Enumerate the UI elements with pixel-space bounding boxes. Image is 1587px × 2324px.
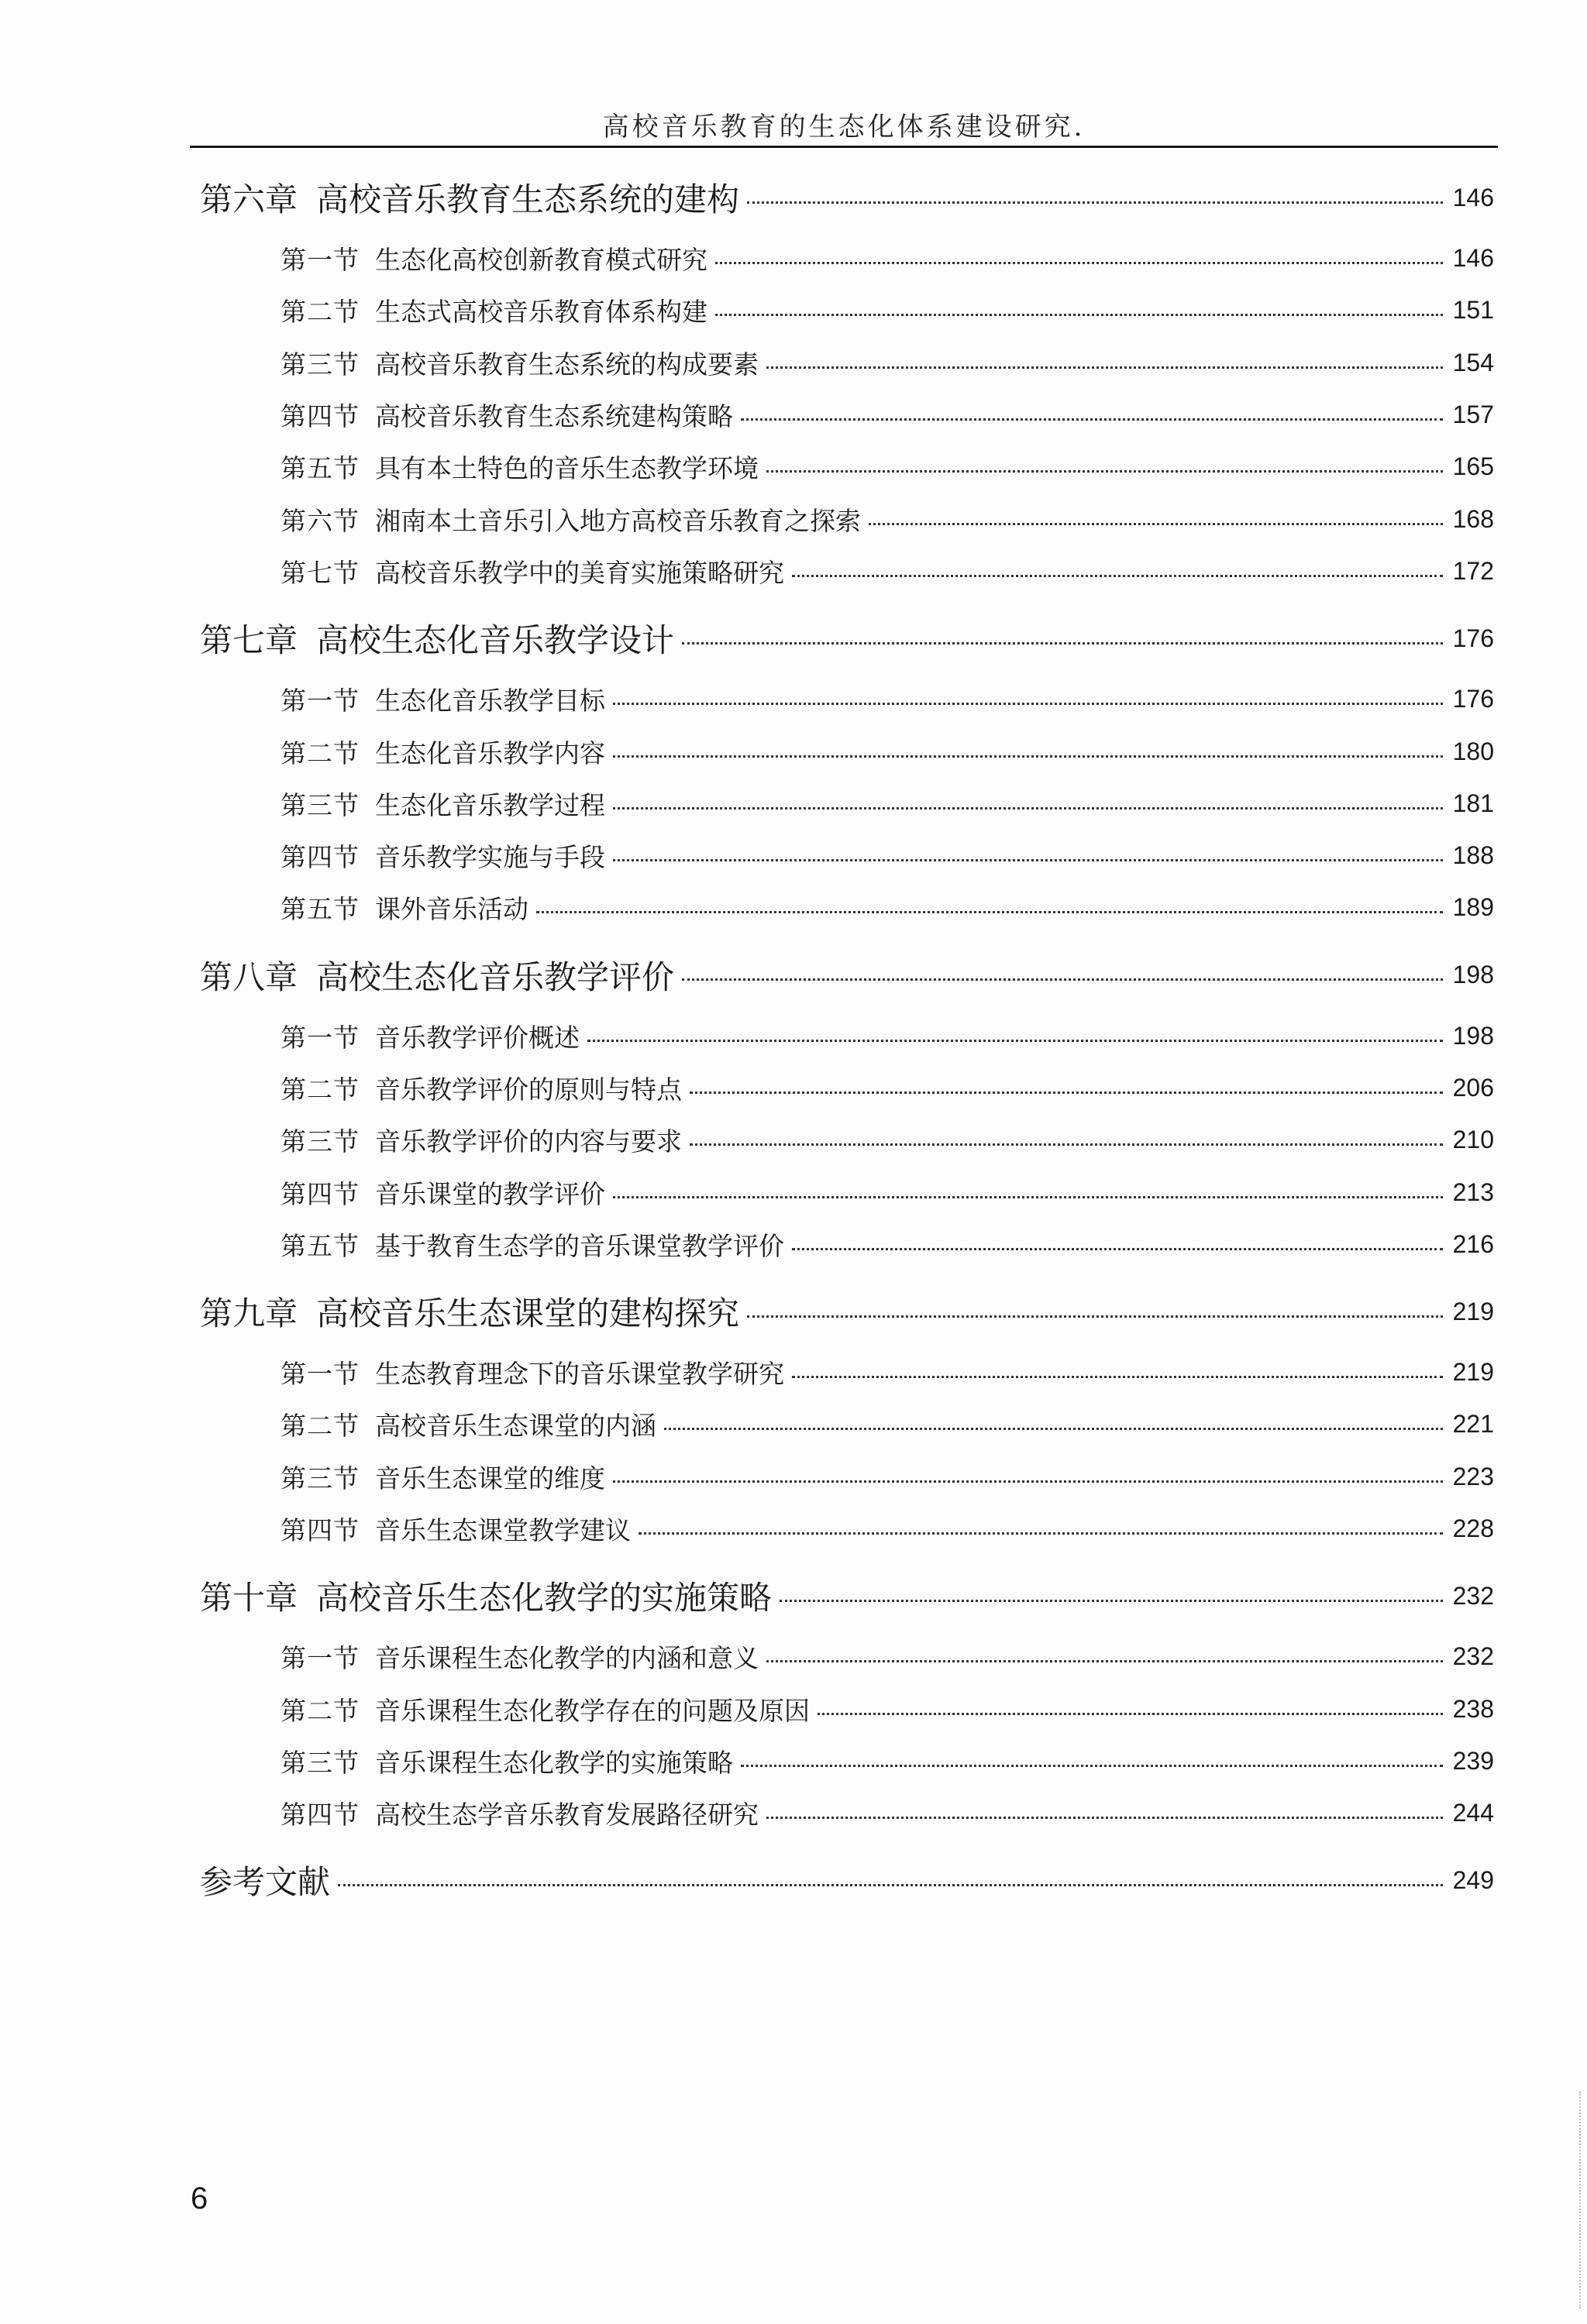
toc-page-number: 165 bbox=[1452, 452, 1494, 481]
section-number: 第四节 bbox=[281, 1178, 360, 1209]
section-title: 高校音乐教育生态系统的构成要素 bbox=[375, 349, 759, 380]
section-title: 生态化音乐教学过程 bbox=[375, 789, 605, 820]
toc-section-entry bbox=[200, 232, 1494, 284]
toc-section-entry bbox=[200, 725, 1494, 777]
toc-section-entry bbox=[200, 1062, 1494, 1114]
dot-leader bbox=[338, 1884, 1443, 1886]
section-number: 第五节 bbox=[281, 1230, 360, 1261]
section-title: 生态教育理念下的音乐课堂教学研究 bbox=[375, 1359, 784, 1390]
section-number: 第一节 bbox=[281, 686, 360, 717]
toc-section-entry bbox=[200, 1787, 1494, 1839]
dot-leader bbox=[613, 703, 1443, 705]
dot-leader bbox=[747, 1315, 1443, 1318]
toc-page-number: 238 bbox=[1452, 1694, 1494, 1723]
toc-section-entry bbox=[200, 545, 1494, 597]
chapter-number: 第六章 bbox=[200, 180, 298, 218]
section-title: 音乐课程生态化教学存在的问题及原因 bbox=[375, 1695, 810, 1726]
toc-page-number: 232 bbox=[1452, 1642, 1494, 1671]
section-number: 第三节 bbox=[281, 789, 360, 820]
section-title: 音乐教学实施与手段 bbox=[375, 842, 605, 873]
section-title: 音乐教学评价的原则与特点 bbox=[375, 1074, 682, 1105]
section-number: 第三节 bbox=[281, 1463, 360, 1494]
dot-leader bbox=[766, 366, 1443, 369]
toc-section-entry bbox=[200, 1631, 1494, 1683]
dot-leader bbox=[780, 1600, 1443, 1602]
section-title: 高校音乐教育生态系统建构策略 bbox=[375, 401, 733, 432]
dot-leader bbox=[587, 1040, 1443, 1042]
toc-page-number: 181 bbox=[1452, 789, 1494, 817]
section-number: 第三节 bbox=[281, 1126, 360, 1157]
running-header: 高校音乐教育的生态化体系建设研究. bbox=[602, 112, 1086, 143]
section-title: 音乐教学评价的内容与要求 bbox=[375, 1126, 682, 1157]
dot-leader bbox=[869, 523, 1443, 525]
dot-leader bbox=[613, 1480, 1443, 1483]
section-title: 基于教育生态学的音乐课堂教学评价 bbox=[375, 1230, 784, 1261]
toc-section-entry bbox=[200, 337, 1494, 389]
section-title: 高校生态学音乐教育发展路径研究 bbox=[375, 1800, 759, 1831]
toc-section-entry bbox=[200, 441, 1494, 493]
section-title: 音乐课程生态化教学的内涵和意义 bbox=[375, 1643, 759, 1674]
section-number: 第三节 bbox=[281, 1747, 360, 1778]
dot-leader bbox=[613, 807, 1443, 810]
toc-page-number: 223 bbox=[1452, 1462, 1494, 1490]
chapter-number: 第八章 bbox=[200, 957, 298, 996]
section-number: 第六节 bbox=[281, 505, 360, 536]
toc-section-entry bbox=[200, 882, 1494, 933]
toc-section-entry bbox=[200, 1346, 1494, 1398]
dot-leader bbox=[792, 575, 1443, 577]
page-number: 6 bbox=[191, 2181, 208, 2216]
toc-chapter-entry bbox=[200, 613, 1494, 664]
toc-page-number: 151 bbox=[1452, 296, 1494, 325]
section-number: 第二节 bbox=[281, 737, 360, 768]
toc-page-number: 180 bbox=[1452, 737, 1494, 765]
toc-section-entry bbox=[200, 493, 1494, 545]
dot-leader bbox=[766, 1660, 1443, 1662]
dot-leader bbox=[792, 1248, 1443, 1250]
section-number: 第一节 bbox=[281, 1022, 360, 1053]
chapter-title: 高校生态化音乐教学评价 bbox=[316, 957, 675, 996]
dot-leader bbox=[766, 1817, 1443, 1819]
toc-page-number: 219 bbox=[1452, 1297, 1494, 1325]
section-title: 音乐课堂的教学评价 bbox=[375, 1178, 605, 1209]
section-number: 第四节 bbox=[281, 401, 360, 432]
toc-page-number: 157 bbox=[1452, 401, 1494, 429]
toc-page-number: 168 bbox=[1452, 504, 1494, 533]
header-rule bbox=[190, 146, 1498, 148]
toc-section-entry bbox=[200, 778, 1494, 830]
chapter-title: 高校生态化音乐教学设计 bbox=[316, 621, 675, 660]
toc-section-entry bbox=[200, 1451, 1494, 1503]
toc-page-number: 198 bbox=[1452, 1021, 1494, 1050]
section-number: 第一节 bbox=[281, 1359, 360, 1390]
section-title: 生态式高校音乐教育体系构建 bbox=[375, 297, 707, 328]
table-of-contents bbox=[200, 172, 1494, 1906]
section-number: 第三节 bbox=[281, 349, 360, 380]
toc-section-entry bbox=[200, 1010, 1494, 1062]
section-title: 高校音乐教学中的美育实施策略研究 bbox=[375, 557, 784, 588]
section-number: 第一节 bbox=[281, 245, 360, 276]
toc-page-number: 206 bbox=[1452, 1074, 1494, 1102]
dot-leader bbox=[715, 314, 1443, 316]
dot-leader bbox=[613, 1196, 1443, 1198]
dot-leader bbox=[766, 470, 1443, 473]
dot-leader bbox=[792, 1376, 1443, 1378]
chapter-title: 参考文献 bbox=[200, 1863, 331, 1902]
section-number: 第四节 bbox=[281, 1515, 360, 1546]
dot-leader bbox=[536, 911, 1443, 913]
section-title: 生态化高校创新教育模式研究 bbox=[375, 245, 707, 276]
toc-page-number: 176 bbox=[1452, 624, 1494, 652]
toc-page-number: 146 bbox=[1452, 244, 1494, 273]
section-number: 第二节 bbox=[281, 1695, 360, 1726]
toc-section-entry bbox=[200, 1503, 1494, 1555]
toc-section-entry bbox=[200, 1735, 1494, 1787]
dot-leader bbox=[664, 1428, 1443, 1430]
section-title: 课外音乐活动 bbox=[375, 894, 528, 925]
toc-page-number: 210 bbox=[1452, 1126, 1494, 1154]
section-number: 第四节 bbox=[281, 842, 360, 873]
toc-page-number: 188 bbox=[1452, 841, 1494, 870]
chapter-title: 高校音乐生态化教学的实施策略 bbox=[316, 1579, 773, 1618]
toc-chapter-entry bbox=[200, 1855, 1494, 1906]
section-number: 第五节 bbox=[281, 453, 360, 484]
section-title: 生态化音乐教学内容 bbox=[375, 737, 605, 768]
section-number: 第一节 bbox=[281, 1643, 360, 1674]
section-title: 音乐生态课堂的维度 bbox=[375, 1463, 605, 1494]
chapter-title: 高校音乐生态课堂的建构探究 bbox=[316, 1294, 740, 1333]
chapter-number: 第九章 bbox=[200, 1294, 298, 1333]
toc-page-number: 239 bbox=[1452, 1746, 1494, 1775]
toc-section-entry bbox=[200, 284, 1494, 336]
dot-leader bbox=[747, 201, 1443, 204]
dot-leader bbox=[639, 1532, 1443, 1535]
toc-section-entry bbox=[200, 1683, 1494, 1735]
dot-leader bbox=[715, 262, 1443, 264]
chapter-title: 高校音乐教育生态系统的建构 bbox=[316, 180, 740, 218]
chapter-number: 第十章 bbox=[200, 1579, 298, 1618]
section-title: 音乐课程生态化教学的实施策略 bbox=[375, 1747, 733, 1778]
toc-page-number: 172 bbox=[1452, 556, 1494, 585]
dot-leader bbox=[741, 418, 1443, 421]
dot-leader bbox=[690, 1092, 1443, 1094]
toc-section-entry bbox=[200, 389, 1494, 441]
toc-page-number: 213 bbox=[1452, 1177, 1494, 1206]
toc-section-entry bbox=[200, 1166, 1494, 1218]
toc-page-number: 232 bbox=[1452, 1581, 1494, 1610]
toc-page-number: 219 bbox=[1452, 1358, 1494, 1387]
section-number: 第二节 bbox=[281, 1074, 360, 1105]
section-number: 第二节 bbox=[281, 297, 360, 328]
scan-artifact bbox=[1579, 2092, 1582, 2309]
dot-leader bbox=[613, 755, 1443, 758]
section-number: 第五节 bbox=[281, 894, 360, 925]
toc-chapter-entry bbox=[200, 172, 1494, 223]
section-number: 第二节 bbox=[281, 1411, 360, 1442]
toc-chapter-entry bbox=[200, 1570, 1494, 1621]
section-title: 音乐生态课堂教学建议 bbox=[375, 1515, 631, 1546]
toc-page-number: 146 bbox=[1452, 183, 1494, 211]
dot-leader bbox=[741, 1765, 1443, 1767]
toc-section-entry bbox=[200, 830, 1494, 882]
dot-leader bbox=[818, 1713, 1443, 1715]
toc-page-number: 176 bbox=[1452, 685, 1494, 713]
toc-page-number: 244 bbox=[1452, 1799, 1494, 1827]
toc-page-number: 228 bbox=[1452, 1514, 1494, 1543]
dot-leader bbox=[690, 1143, 1443, 1146]
toc-page-number: 189 bbox=[1452, 893, 1494, 922]
section-title: 湘南本土音乐引入地方高校音乐教育之探索 bbox=[375, 505, 861, 536]
toc-section-entry bbox=[200, 1219, 1494, 1270]
toc-page-number: 216 bbox=[1452, 1229, 1494, 1258]
dot-leader bbox=[682, 978, 1443, 981]
dot-leader bbox=[613, 859, 1443, 861]
section-title: 具有本土特色的音乐生态教学环境 bbox=[375, 453, 759, 484]
section-title: 音乐教学评价概述 bbox=[375, 1022, 580, 1053]
toc-section-entry bbox=[200, 673, 1494, 725]
toc-chapter-entry bbox=[200, 1286, 1494, 1337]
toc-page-number: 221 bbox=[1452, 1410, 1494, 1439]
toc-section-entry bbox=[200, 1398, 1494, 1450]
toc-section-entry bbox=[200, 1114, 1494, 1166]
toc-page-number: 154 bbox=[1452, 348, 1494, 376]
toc-chapter-entry bbox=[200, 950, 1494, 1001]
section-title: 生态化音乐教学目标 bbox=[375, 686, 605, 717]
dot-leader bbox=[682, 642, 1443, 645]
chapter-number: 第七章 bbox=[200, 621, 298, 660]
section-title: 高校音乐生态课堂的内涵 bbox=[375, 1411, 656, 1442]
section-number: 第四节 bbox=[281, 1800, 360, 1831]
section-number: 第七节 bbox=[281, 557, 360, 588]
toc-page-number: 249 bbox=[1452, 1865, 1494, 1894]
toc-page-number: 198 bbox=[1452, 961, 1494, 989]
